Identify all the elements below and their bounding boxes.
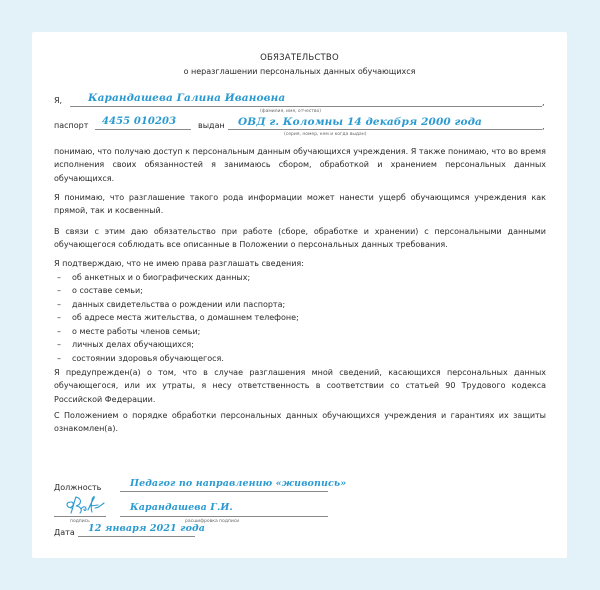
issued-label: выдан [198,121,225,130]
document-title: ОБЯЗАТЕЛЬСТВО [260,53,339,63]
paragraph-obligation: В связи с этим даю обязательство при работе (сборе, обработке и хранении) с персональными данными обучающегося соблюдать все описанные в Положении о персональных данных требования. [54,227,546,250]
full-name-value[interactable]: Карандашева Галина Ивановна [88,92,286,104]
document-page [32,32,567,558]
full-name-hint: (фамилия, имя, отчество) [260,109,321,114]
list-item: – о месте работы членов семьи; [54,325,546,339]
signature-name-hint: расшифровка подписи [185,519,240,524]
bullet: – [57,272,61,282]
bullet: – [57,299,61,309]
paragraph-acknowledgement: С Положением о порядке обработки персональных данных обучающихся учреждения и гарантиях их защиты ознакомлен(а). [54,411,546,434]
list-item: – личных делах обучающихся; [54,338,546,352]
bullet: – [57,340,61,349]
comma: , [542,122,545,131]
signature-name-value[interactable]: Карандашева Г.И. [130,502,233,513]
issued-by-value[interactable]: ОВД г. Коломны 14 декабря 2000 года [238,116,482,128]
comma: , [542,98,545,107]
passport-label: паспорт [54,121,89,130]
document-subtitle: о неразглашении персональных данных обучающихся [183,67,416,76]
list-item: – об анкетных и о биографических данных; [54,271,546,285]
list-item: – о составе семьи; [54,284,546,298]
list-item: – состоянии здоровья обучающегося. [54,352,546,366]
handwritten-signature-icon [62,494,108,516]
paragraph-damage: Я понимаю, что разглашение такого рода информации может нанести ущерб обучающимся учреждения как прямой, так и косвенный. [54,193,546,216]
name-prefix: Я, [54,96,63,105]
bullet: – [57,353,61,363]
date-value[interactable]: 12 января 2021 года [88,523,206,534]
passport-number-value[interactable]: 4455 010203 [102,116,177,127]
list-item: – данных свидетельства о рождении или паспорта; [54,298,546,312]
paragraph-access: понимаю, что получаю доступ к персональным данным обучающихся учреждения. Я также понимаю, что во время исполнения своих обязанностей я занимаюсь сбором, обработкой и хранением персональных данных обучающихся. [54,147,546,183]
list-intro: Я подтверждаю, что не имею права разглашать сведения: [54,259,304,268]
disclosure-list [54,257,546,365]
bullet: – [57,286,61,295]
bullet: – [57,313,61,322]
passport-hint: (серия, номер, кем и когда выдан) [284,132,367,137]
bullet: – [57,326,61,336]
list-item: – об адресе места жительства, о домашнем телефоне; [54,311,546,325]
position-value[interactable]: Педагог по направлению «живопись» [130,478,347,489]
paragraph-liability: Я предупрежден(а) о том, что в случае разглашения мной сведений, касающихся персональных данных обучающегося, или их утраты, я несу ответственность в соответствии со статьей 90 Трудового кодекса Российской Федерации. [54,368,546,404]
position-label: Должность [54,483,102,492]
signature-hint: подпись [70,519,90,524]
date-label: Дата [54,528,75,537]
